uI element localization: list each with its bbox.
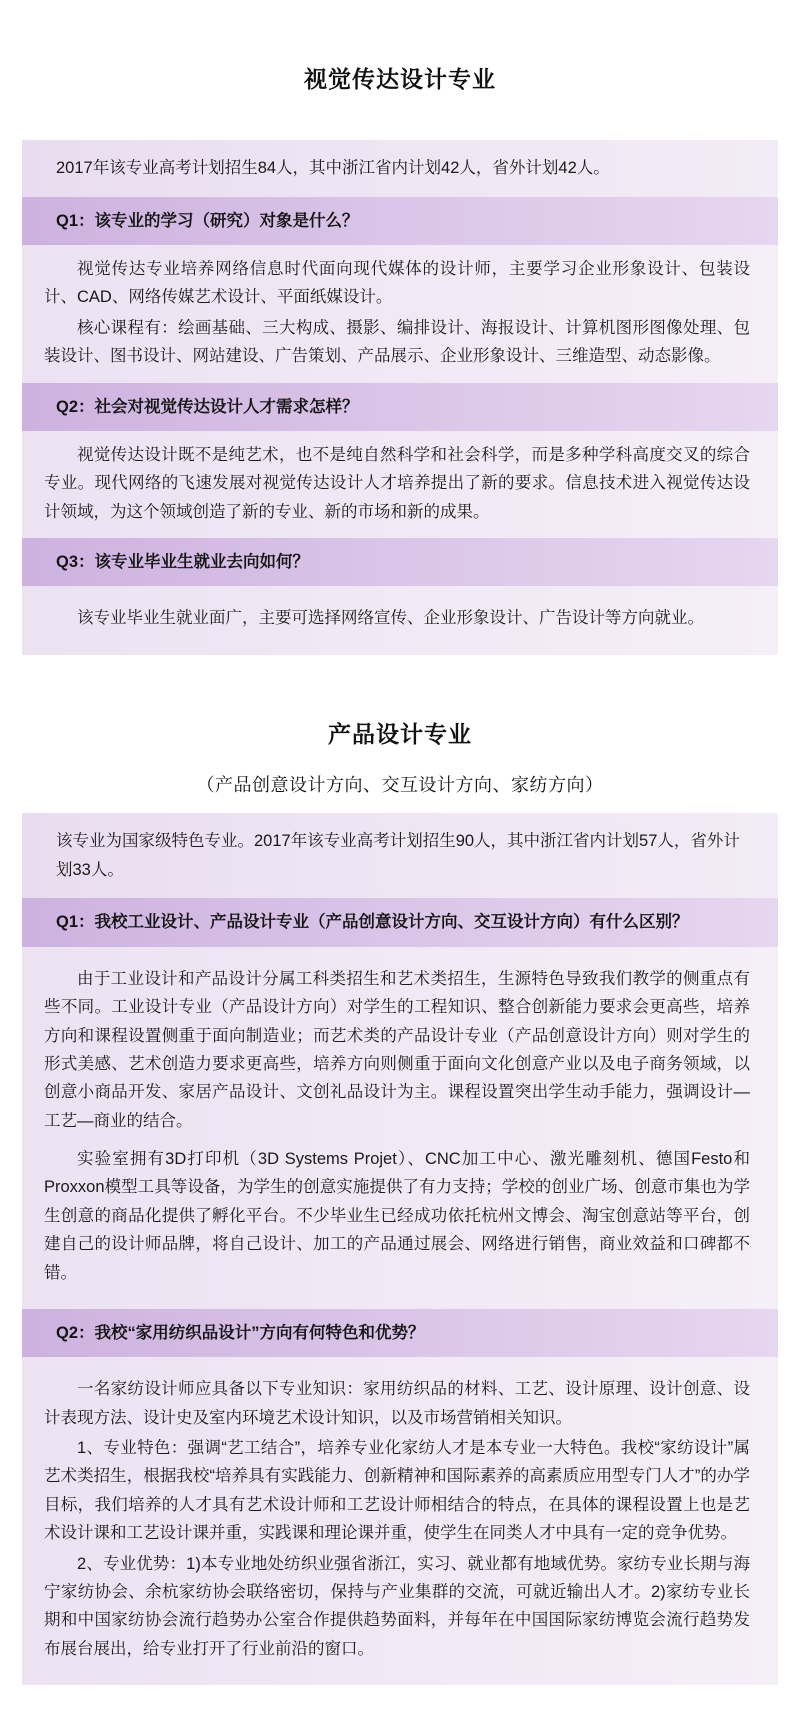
question-2-visual-communication: Q2：社会对视觉传达设计人才需求怎样？	[22, 383, 778, 431]
spacer	[44, 957, 750, 965]
subtitle-product-design-directions: （产品创意设计方向、交互设计方向、家纺方向）	[196, 774, 604, 795]
intro-enrollment-product-design: 该专业为国家级特色专业。2017年该专业高考计划招生90人，其中浙江省内计划57人，省外计划33人。	[22, 813, 778, 899]
question-1-visual-communication: Q1：该专业的学习（研究）对象是什么？	[22, 197, 778, 245]
page-bottom-spacer	[0, 1685, 800, 1715]
spacer	[44, 1665, 750, 1673]
answer-1-visual-communication	[22, 245, 778, 383]
question-2-product-design: Q2：我校“家用纺织品设计”方向有何特色和优势？	[22, 1309, 778, 1357]
answer-paragraph: 视觉传达设计既不是纯艺术，也不是纯自然科学和社会科学，而是多种学科高度交叉的综合专业。现代网络的飞速发展对视觉传达设计人才培养提出了新的要求。信息技术进入视觉传达设计领域，为这个领域创造了新的专业、新的市场和新的成果。	[44, 445, 750, 521]
spacer	[44, 1137, 750, 1145]
spacer	[44, 1289, 750, 1297]
page-title-product-design: 产品设计专业	[328, 721, 472, 748]
answer-paragraph: 实验室拥有3D打印机（3D Systems Projet）、CNC加工中心、激光雕刻机、德国Festo和Proxxon模型工具等设备，为学生的创意实施提供了有力支持；学校的创业广场、创意市集也为学生创意的商品化提供了孵化平台。不少毕业生已经成功依托杭州文博会、淘宝创意站等平台，创建自己的设计师品牌，将自己设计、加工的产品通过展会、网络进行销售，商业效益和口碑都不错。	[44, 1150, 750, 1282]
question-3-visual-communication: Q3：该专业毕业生就业去向如何？	[22, 538, 778, 586]
spacer	[44, 635, 750, 643]
answer-paragraph: 视觉传达专业培养网络信息时代面向现代媒体的设计师，主要学习企业形象设计、包装设计、CAD、网络传媒艺术设计、平面纸媒设计。	[44, 260, 750, 307]
question-1-product-design: Q1：我校工业设计、产品设计专业（产品创意设计方向、交互设计方向）有什么区别？	[22, 898, 778, 946]
page-title-visual-communication: 视觉传达设计专业	[304, 66, 496, 93]
document-page	[0, 15, 800, 1715]
answer-2-visual-communication	[22, 431, 778, 538]
intro-enrollment-visual-communication: 2017年该专业高考计划招生84人，其中浙江省内计划42人，省外计划42人。	[22, 140, 778, 197]
answer-paragraph: 1、专业特色：强调“艺工结合”，培养专业化家纺人才是本专业一大特色。我校“家纺设计”属艺术类招生，根据我校“培养具有实践能力、创新精神和国际素养的高素质应用型专门人才”的办学目标，我们培养的人才具有艺术设计师和工艺设计师相结合的特点，在具体的课程设置上也是艺术设计课和工艺设计课并重，实践课和理论课并重，使学生在同类人才中具有一定的竞争优势。	[44, 1439, 750, 1543]
answer-3-visual-communication	[22, 586, 778, 654]
answer-1-product-design	[22, 947, 778, 1309]
answer-2-product-design	[22, 1357, 778, 1685]
answer-paragraph: 核心课程有：绘画基础、三大构成、摄影、编排设计、海报设计、计算机图形图像处理、包装设计、图书设计、网站建设、广告策划、产品展示、企业形象设计、三维造型、动态影像。	[44, 318, 750, 366]
answer-paragraph: 由于工业设计和产品设计分属工科类招生和艺术类招生，生源特色导致我们教学的侧重点有些不同。工业设计专业（产品设计方向）对学生的工程知识、整合创新能力要求会更高些，培养方向和课程设置侧重于面向制造业；而艺术类的产品设计专业（产品创意设计方向）则对学生的形式美感、艺术创造力要求更高些，培养方向则侧重于面向文化创意产业以及电子商务领域，以创意小商品开发、家居产品设计、文创礼品设计为主。课程设置突出学生动手能力，强调设计—工艺—商业的结合。	[44, 969, 750, 1130]
spacer	[44, 596, 750, 604]
answer-paragraph: 2、专业优势：1)本专业地处纺织业强省浙江，实习、就业都有地域优势。家纺专业长期与海宁家纺协会、余杭家纺协会联络密切，保持与产业集群的交流，可就近输出人才。2)家纺专业长期和中国家纺协会流行趋势办公室合作提供趋势面料，并每年在中国国际家纺博览会流行趋势发布展台展出，给专业打开了行业前沿的窗口。	[44, 1554, 750, 1658]
answer-paragraph: 一名家纺设计师应具备以下专业知识：家用纺织品的材料、工艺、设计原理、设计创意、设计表现方法、设计史及室内环境艺术设计知识，以及市场营销相关知识。	[44, 1380, 750, 1427]
spacer	[44, 1367, 750, 1375]
answer-paragraph: 该专业毕业生就业面广，主要可选择网络宣传、企业形象设计、广告设计等方向就业。	[77, 609, 704, 628]
